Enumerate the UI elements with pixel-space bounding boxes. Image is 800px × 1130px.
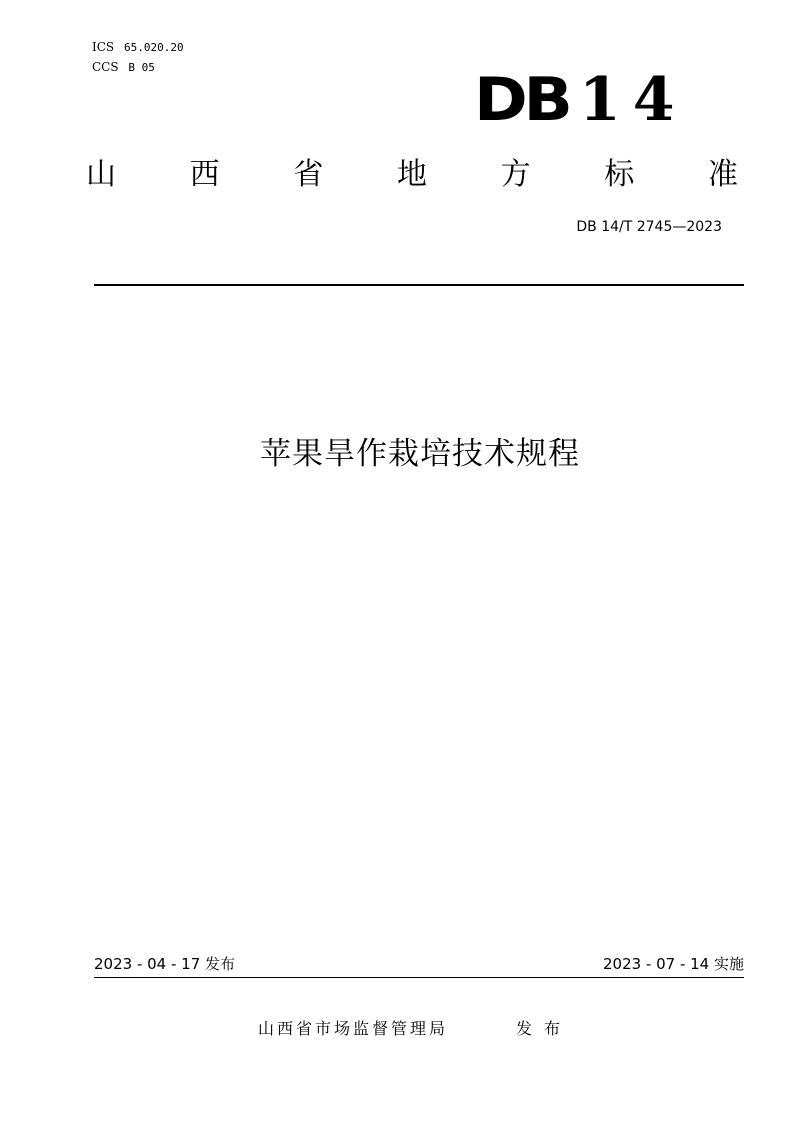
standard-type-char: 方 bbox=[500, 157, 531, 192]
standard-type-char: 山 bbox=[86, 157, 116, 192]
standard-type-char: 准 bbox=[707, 157, 738, 192]
standard-type-char: 西 bbox=[189, 157, 220, 192]
standard-type-char: 地 bbox=[396, 157, 427, 192]
standard-type-char: 标 bbox=[604, 157, 635, 192]
ccs-label: CCS bbox=[92, 60, 119, 74]
document-title: 苹果旱作栽培技术规程 bbox=[260, 436, 580, 472]
top-divider bbox=[94, 284, 744, 286]
standard-type-char: 省 bbox=[293, 157, 324, 192]
standard-mark-code: 14 bbox=[579, 65, 687, 135]
standard-mark-letters: DB bbox=[474, 65, 569, 135]
implementation-date: 2023 - 07 - 14 实施 bbox=[602, 955, 744, 973]
publisher-name: 山西省市场监督管理局 bbox=[258, 1019, 449, 1038]
ics-label: ICS bbox=[92, 40, 115, 54]
ics-classification bbox=[92, 40, 184, 55]
ccs-classification bbox=[92, 60, 155, 75]
ccs-code: B 05 bbox=[128, 61, 155, 74]
standard-mark bbox=[474, 65, 687, 135]
ics-code: 65.020.20 bbox=[123, 41, 184, 54]
standard-type-heading bbox=[86, 153, 738, 197]
standard-number: DB 14/T 2745—2023 bbox=[576, 219, 722, 235]
publish-label: 发布 bbox=[516, 1019, 573, 1038]
bottom-divider bbox=[94, 977, 744, 978]
issue-date: 2023 - 04 - 17 发布 bbox=[94, 955, 236, 973]
